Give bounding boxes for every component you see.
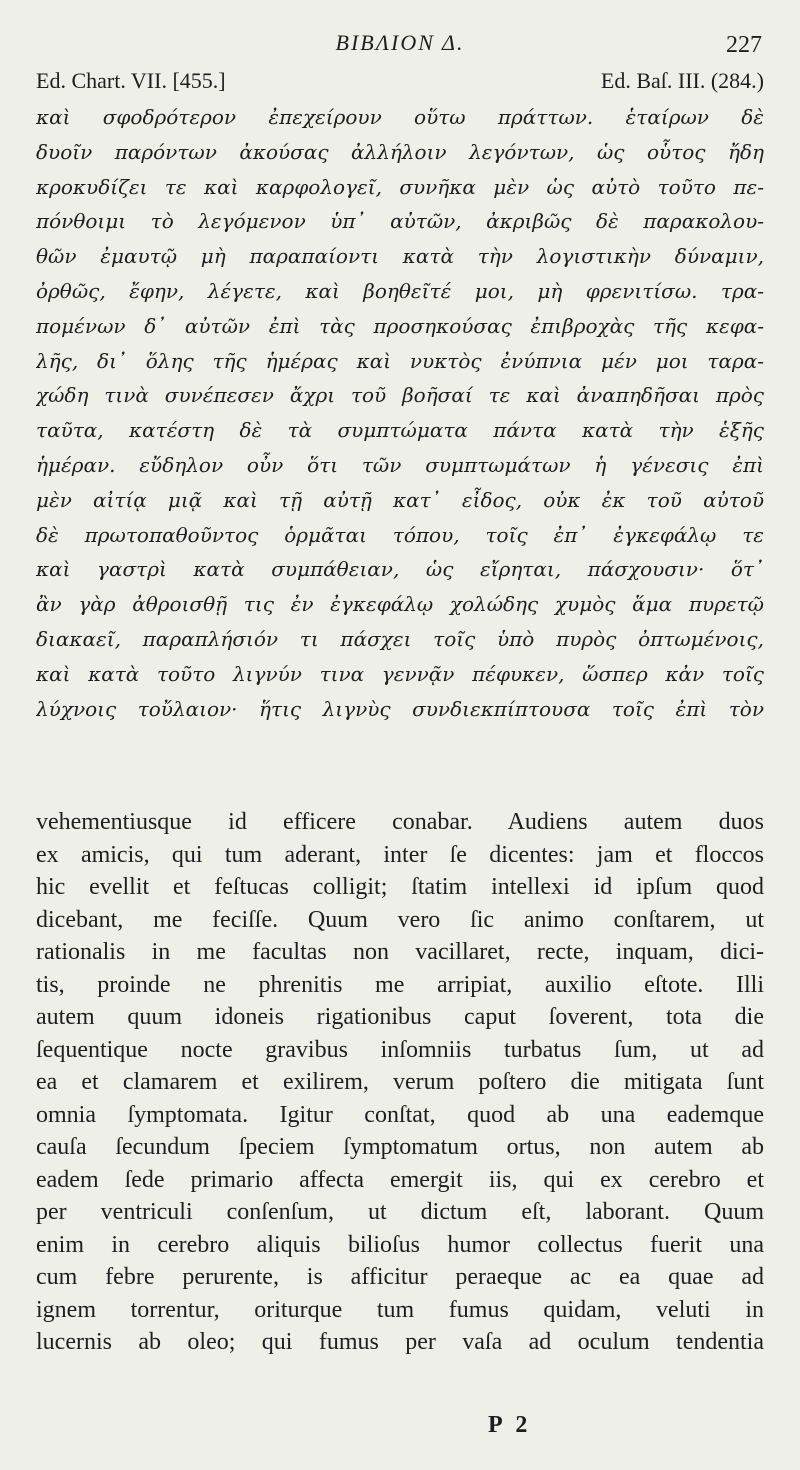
latin-text-line: eadem ſede primario affecta emergit iis, qui ex cerebro et <box>36 1166 764 1193</box>
greek-text-line: δὲ πρωτοπαθοῦντος ὁρμᾶται τόπου, τοῖς ἐπ᾿ ἐγκεφάλῳ τε <box>36 522 764 547</box>
latin-text-line: ignem torrentur, oriturque tum fumus quidam, veluti in <box>36 1296 764 1323</box>
greek-text-line: πόνθοιμι τὸ λεγόμενον ὑπ᾿ αὐτῶν, ἀκριβῶς δὲ παρακολου- <box>36 209 764 234</box>
greek-text-line: κροκυδίζει τε καὶ καρφολογεῖ, συνῆκα μὲν ὡς αὐτὸ τοῦτο πε- <box>36 174 764 199</box>
greek-text-line: θῶν ἐμαυτῷ μὴ παραπαίοντι κατὰ τὴν λογιστικὴν δύναμιν, <box>36 244 764 269</box>
latin-text-line: ea et clamarem et exilirem, verum poſtero die mitigata ſunt <box>36 1069 764 1095</box>
greek-text-line: ἂν γὰρ ἀθροισθῇ τις ἐν ἐγκεφάλῳ χολώδης χυμὸς ἅμα πυρετῷ <box>36 592 764 617</box>
latin-text-line: hic evellit et feſtucas colligit; ſtatim intellexi id ipſum quod <box>36 874 764 900</box>
greek-text-line: διακαεῖ, παραπλήσιόν τι πάσχει τοῖς ὑπὸ πυρὸς ὀπτωμένοις, <box>36 626 764 651</box>
latin-text-line: omnia ſymptomata. Igitur conſtat, quod ab una eademque <box>36 1101 764 1128</box>
greek-text-line: ὀρθῶς, ἔφην, λέγετε, καὶ βοηθεῖτέ μοι, μὴ φρενιτίσω. τρα- <box>36 278 764 303</box>
latin-text-line: per ventriculi conſenſum, ut dictum eſt, laborant. Quum <box>36 1199 764 1225</box>
latin-text-line: dicebant, me feciſſe. Quum vero ſic animo conſtarem, ut <box>36 906 764 933</box>
printer-signature-mark: P 2 <box>488 1412 532 1438</box>
book-title: ΒΙΒΛΙΟΝ Δ. <box>335 30 465 55</box>
latin-text-line: cauſa ſecundum ſpeciem ſymptomatum ortus, non autem ab <box>36 1134 764 1160</box>
latin-text-line: tis, proinde ne phrenitis me arripiat, auxilio eſtote. Illi <box>36 971 764 998</box>
latin-text-line: lucernis ab oleo; qui fumus per vaſa ad oculum tendentia <box>36 1329 764 1355</box>
edition-reference-line <box>36 68 764 96</box>
edition-chartier-reference: Ed. Chart. VII. [455.] <box>36 68 226 93</box>
greek-text-line: χώδη τινὰ συνέπεσεν ἄχρι τοῦ βοῆσαί τε καὶ ἀναπηδῆσαι πρὸς <box>36 383 764 408</box>
running-head <box>0 30 800 60</box>
edition-basel-reference: Ed. Baſ. III. (284.) <box>600 68 764 93</box>
page-number: 227 <box>726 32 762 58</box>
latin-text-line: autem quum idoneis rigationibus caput ſoverent, tota die <box>36 1004 764 1030</box>
greek-text-line: καὶ κατὰ τοῦτο λιγνύν τινα γεννᾷν πέφυκεν, ὥσπερ κἀν τοῖς <box>36 661 764 686</box>
greek-text-line: ἡμέραν. εὔδηλον οὖν ὅτι τῶν συμπτωμάτων ἡ γένεσις ἐπὶ <box>36 452 764 477</box>
greek-text-line: λῆς, δι᾿ ὅλης τῆς ἡμέρας καὶ νυκτὸς ἐνύπνια μέν μοι ταρα- <box>36 348 764 373</box>
greek-text-line: καὶ σφοδρότερον ἐπεχείρουν οὕτω πράττων. ἑταίρων δὲ <box>36 105 764 129</box>
latin-text-line: vehementiusque id efficere conabar. Audiens autem duos <box>36 809 764 835</box>
greek-text-line: μὲν αἰτίᾳ μιᾷ καὶ τῇ αὐτῇ κατ᾿ εἶδος, οὐκ ἐκ τοῦ αὐτοῦ <box>36 487 764 512</box>
latin-text-line: enim in cerebro aliquis bilioſus humor collectus fuerit una <box>36 1231 764 1258</box>
greek-text-line: ταῦτα, κατέστη δὲ τὰ συμπτώματα πάντα κατὰ τὴν ἑξῆς <box>36 418 764 443</box>
greek-text-line: πομένων δ᾿ αὐτῶν ἐπὶ τὰς προσηκούσας ἐπιβροχὰς τῆς κεφα- <box>36 313 764 338</box>
latin-text-line: rationalis in me facultas non vacillaret, recte, inquam, dici- <box>36 939 764 965</box>
latin-text-line: ex amicis, qui tum aderant, inter ſe dicentes: jam et floccos <box>36 841 764 868</box>
greek-text-line: καὶ γαστρὶ κατὰ συμπάθειαν, ὡς εἴρηται, πάσχουσιν· ὅτ᾿ <box>36 557 764 582</box>
latin-text-line: cum febre perurente, is afficitur peraeque ac ea quae ad <box>36 1264 764 1290</box>
greek-text-line: δυοῖν παρόντων ἀκούσας ἀλλήλοιν λεγόντων, ὡς οὗτος ἤδη <box>36 139 764 164</box>
greek-text-line: λύχνοις τοὔλαιον· ἥτις λιγνὺς συνδιεκπίπτουσα τοῖς ἐπὶ τὸν <box>36 696 764 721</box>
latin-text-block <box>36 806 764 1359</box>
greek-text-block <box>36 100 764 726</box>
latin-text-line: ſequentique nocte gravibus inſomniis turbatus ſum, ut ad <box>36 1036 764 1063</box>
